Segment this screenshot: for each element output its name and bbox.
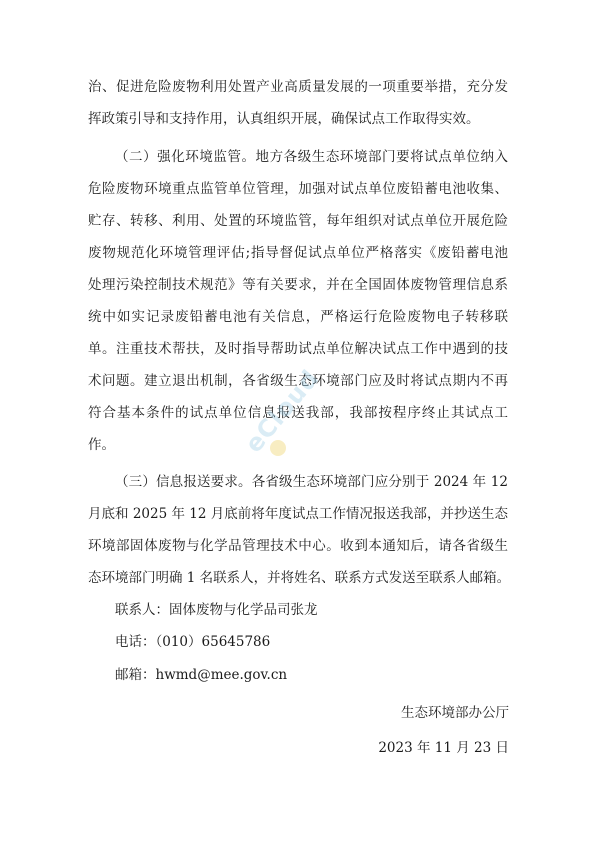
contact-email: 邮箱：hwmd@mee.gov.cn: [115, 667, 288, 683]
signature-date: 2023 年 11 月 23 日: [378, 740, 509, 756]
paragraph-2-line-5: 处理污染控制技术规范》等有关要求，并在全国固体废物管理信息系: [88, 277, 508, 293]
paragraph-3-line-1: （三）信息报送要求。各省级生态环境部门应分别于 2024 年 12: [115, 474, 508, 490]
paragraph-2-line-1: （二）强化环境监管。地方各级生态环境部门要将试点单位纳入: [115, 149, 508, 165]
watermark-text: eCloud: [239, 364, 325, 458]
paragraph-3-line-3: 环境部固体废物与化学品管理技术中心。收到本通知后，请各省级生: [88, 538, 508, 554]
paragraph-2-line-9: 符合基本条件的试点单位信息报送我部，我部按程序终止其试点工: [88, 405, 508, 421]
signature-office: 生态环境部办公厅: [401, 705, 509, 721]
paragraph-2-line-7: 单。注重技术帮扶，及时指导帮助试点单位解决试点工作中遇到的技: [88, 341, 508, 357]
paragraph-2-line-2: 危险废物环境重点监管单位管理，加强对试点单位废铅蓄电池收集、: [88, 181, 508, 197]
paragraph-2-line-6: 统中如实记录废铅蓄电池有关信息，严格运行危险废物电子转移联: [88, 309, 508, 325]
paragraph-2-line-3: 贮存、转移、利用、处置的环境监管，每年组织对试点单位开展危险: [88, 213, 508, 229]
paragraph-1-line-1: 治、促进危险废物利用处置产业高质量发展的一项重要举措，充分发: [88, 79, 508, 95]
contact-person: 联系人：固体废物与化学品司张龙: [115, 602, 318, 618]
paragraph-3-line-4: 态环境部门明确 1 名联系人，并将姓名、联系方式发送至联系人邮箱。: [88, 570, 511, 586]
paragraph-2-line-8: 术问题。建立退出机制，各省级生态环境部门应及时将试点期内不再: [88, 373, 508, 389]
paragraph-2-line-10: 作。: [88, 437, 115, 453]
paragraph-1-line-2: 挥政策引导和支持作用，认真组织开展，确保试点工作取得实效。: [88, 111, 480, 127]
paragraph-2-line-4: 废物规范化环境管理评估;指导督促试点单位严格落实《废铅蓄电池: [88, 245, 508, 261]
contact-phone: 电话：（010）65645786: [115, 634, 271, 650]
paragraph-3-line-2: 月底和 2025 年 12 月底前将年度试点工作情况报送我部，并抄送生态: [88, 506, 508, 522]
